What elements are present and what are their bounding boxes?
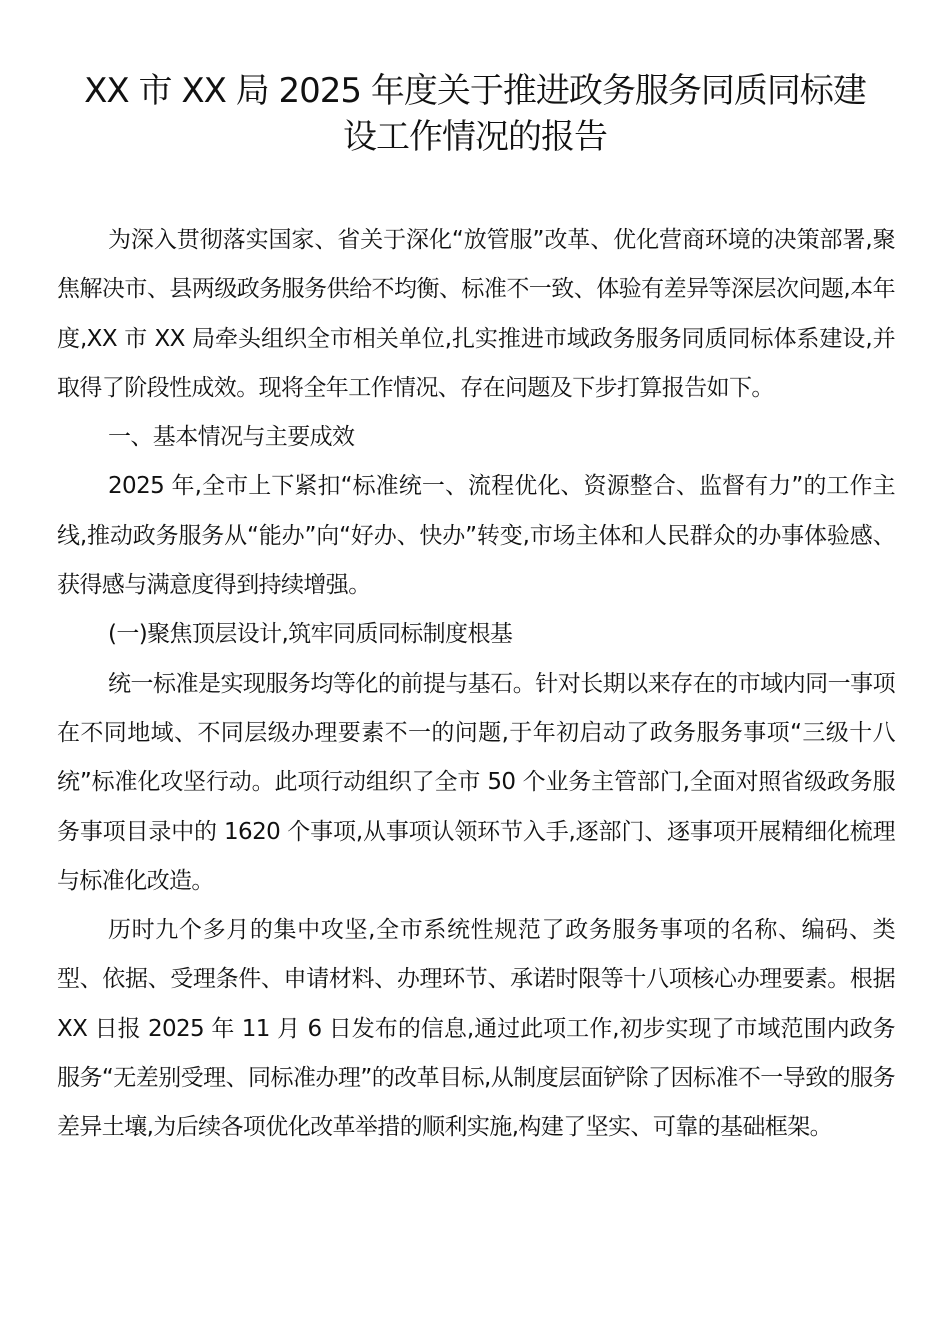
document-body [57, 216, 895, 1153]
subsection-1-paragraph-2: 历时九个多月的集中攻坚,全市系统性规范了政务服务事项的名称、编码、类型、依据、受理条件、申请材料、办理环节、承诺时限等十八项核心办理要素。根据 XX 日报 2025 年 11 月 6 日发布的信息,通过此项工作,初步实现了市域范围内政务服务“无差别受理、同标准办理”的改革目标,从制度层面铲除了因标准不一导致的服务差异土壤,为后续各项优化改革举措的顺利实施,构建了坚实、可靠的基础框架。 [57, 917, 895, 1141]
section-1-paragraph: 2025 年,全市上下紧扣“标准统一、流程优化、资源整合、监督有力”的工作主线,推动政务服务从“能办”向“好办、快办”转变,市场主体和人民群众的办事体验感、获得感与满意度得到持续增强。 [57, 473, 895, 599]
document-title [40, 68, 910, 160]
subsection-heading-1: (一)聚焦顶层设计,筑牢同质同标制度根基 [108, 621, 513, 648]
title-line-1: XX 市 XX 局 2025 年度关于推进政务服务同质同标建 [84, 71, 866, 111]
intro-paragraph: 为深入贯彻落实国家、省关于深化“放管服”改革、优化营商环境的决策部署,聚焦解决市、县两级政务服务供给不均衡、标准不一致、体验有差异等深层次问题,本年度,XX 市 XX 局牵头组织全市相关单位,扎实推进市域政务服务同质同标体系建设,并取得了阶段性成效。现将全年工作情况、存在问题及下步打算报告如下。 [57, 227, 895, 401]
subsection-1-paragraph-1: 统一标准是实现服务均等化的前提与基石。针对长期以来存在的市域内同一事项在不同地域、不同层级办理要素不一的问题,于年初启动了政务服务事项“三级十八统”标准化攻坚行动。此项行动组织了全市 50 个业务主管部门,全面对照省级政务服务事项目录中的 1620 个事项,从事项认领环节入手,逐部门、逐事项开展精细化梳理与标准化改造。 [57, 670, 895, 894]
section-heading-1: 一、基本情况与主要成效 [108, 424, 355, 451]
title-line-2: 设工作情况的报告 [343, 117, 607, 157]
